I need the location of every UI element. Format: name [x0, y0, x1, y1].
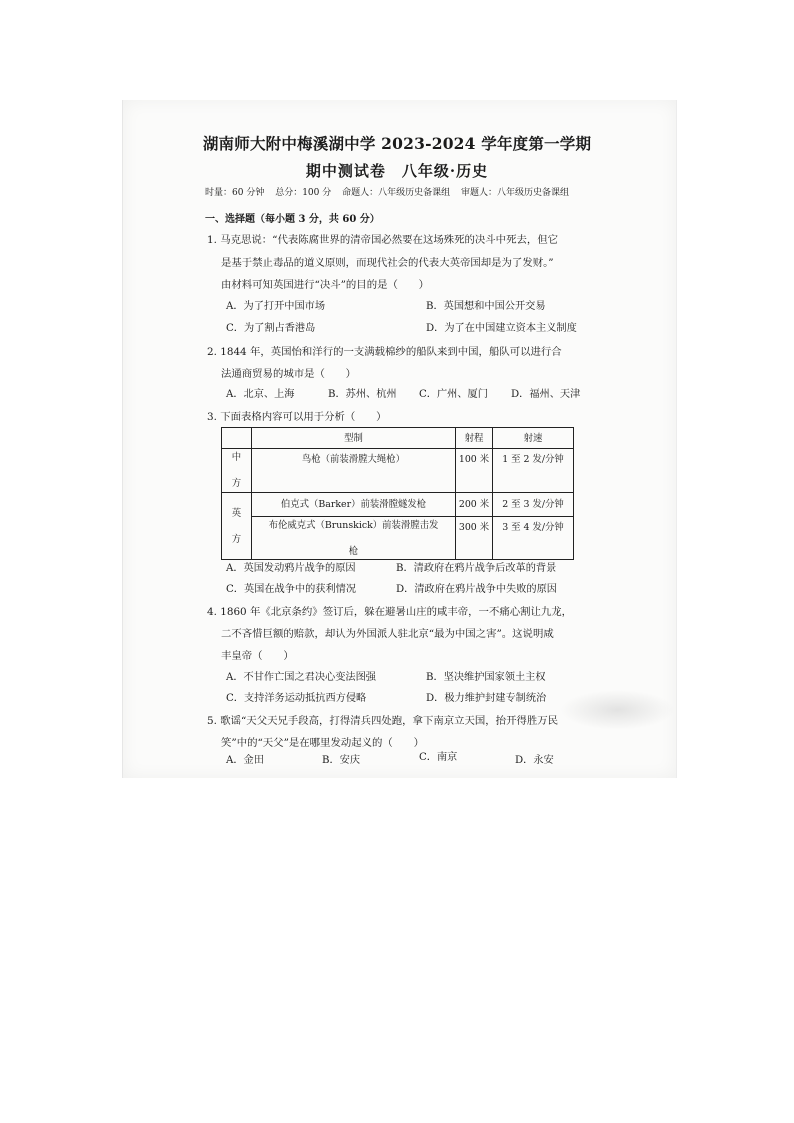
table-cell-type-line-1: 布伦威克式（Brunskick）前装滑膛击发 [268, 519, 439, 531]
table-row [222, 493, 574, 517]
q3-option-a: A．英国发动鸦片战争的原因 [226, 563, 356, 574]
q3-option-d: D．清政府在鸦片战争中失败的原因 [396, 584, 557, 595]
table-cell-type: 伯克式（Barker）前装滑膛燧发枪 [252, 493, 456, 517]
q4-option-a: A．不甘作亡国之君决心变法图强 [226, 672, 376, 683]
q5-option-a: A．金田 [226, 755, 264, 766]
table-side-britain [222, 493, 252, 560]
section-title: 一、选择题（每小题 3 分，共 60 分） [205, 214, 380, 225]
table-cell-rate: 2 至 3 发/分钟 [493, 493, 574, 517]
q5-option-b: B．安庆 [322, 755, 361, 766]
side-char: 方 [231, 533, 242, 545]
table-header-range: 射程 [456, 428, 493, 449]
table-header-rate: 射速 [493, 428, 574, 449]
q4-option-d: D．极力维护封建专制统治 [426, 693, 547, 704]
scan-smudge [560, 690, 675, 730]
table-cell-type: 鸟枪（前装滑膛大绳枪） [252, 449, 456, 493]
table-cell-type [252, 517, 456, 560]
q4-line-3: 丰皇帝（ ） [221, 650, 294, 662]
q2-line-1: 2. 1844 年，英国怡和洋行的一支满载棉纱的船队来到中国，船队可以进行合 [207, 346, 562, 358]
exam-meta [205, 185, 577, 198]
table-header-empty [222, 428, 252, 449]
q3-option-b: B．清政府在鸦片战争后改革的背景 [396, 563, 557, 574]
table-row [222, 517, 574, 560]
table-cell-type-line-2: 枪 [348, 545, 359, 557]
q1-line-3: 由材料可知英国进行“决斗”的目的是（ ） [221, 279, 430, 291]
q2-option-b: B．苏州、杭州 [328, 389, 397, 400]
q2-option-a: A．北京、上海 [226, 389, 295, 400]
q1-option-a: A．为了打开中国市场 [226, 301, 326, 312]
weapons-table [221, 427, 574, 560]
table-cell-range: 300 米 [456, 517, 493, 560]
q2-line-2: 法通商贸易的城市是（ ） [221, 368, 357, 380]
table-header-type: 型制 [252, 428, 456, 449]
q5-option-c: C．南京 [419, 752, 458, 763]
meta-reviewer: 审题人：八年级历史备课组 [461, 188, 570, 198]
exam-subtitle: 期中测试卷 八年级·历史 [305, 162, 489, 180]
table-header-row [222, 428, 574, 449]
q2-option-d: D．福州、天津 [511, 389, 581, 400]
meta-score: 总分：100 分 [275, 188, 332, 198]
table-cell-range: 200 米 [456, 493, 493, 517]
table-side-china [222, 449, 252, 493]
q4-option-c: C．支持洋务运动抵抗西方侵略 [226, 693, 367, 704]
q4-line-2: 二不吝惜巨额的赔款，却认为外国派人驻北京“最为中国之害”。这说明咸 [221, 628, 554, 640]
q3-option-c: C．英国在战争中的获利情况 [226, 584, 357, 595]
table-row [222, 449, 574, 493]
q5-line-2: 笑”中的“天父”是在哪里发动起义的（ ） [221, 737, 424, 749]
q3-line-1: 3. 下面表格内容可以用于分析（ ） [207, 411, 387, 423]
q5-option-d: D．永安 [515, 755, 554, 766]
q4-line-1: 4. 1860 年《北京条约》签订后，躲在避暑山庄的咸丰帝，一不痛心割让九龙， [207, 606, 573, 618]
table-cell-rate: 1 至 2 发/分钟 [493, 449, 574, 493]
q2-option-c: C．广州、厦门 [419, 389, 488, 400]
q5-line-1: 5. 歌谣“天父天兄手段高，打得清兵四处跑，拿下南京立天国，抬开得胜万民 [207, 715, 559, 727]
side-char: 英 [231, 507, 242, 519]
q1-option-d: D．为了在中国建立资本主义制度 [426, 323, 577, 334]
exam-title: 湖南师大附中梅溪湖中学 2023-2024 学年度第一学期 [202, 134, 592, 153]
meta-author: 命题人：八年级历史备课组 [342, 188, 451, 198]
q1-option-b: B．英国想和中国公开交易 [426, 301, 546, 312]
q1-line-1: 1. 马克思说：“代表陈腐世界的清帝国必然要在这场殊死的决斗中死去，但它 [207, 234, 559, 246]
side-char: 方 [231, 478, 242, 489]
table-cell-rate: 3 至 4 发/分钟 [493, 517, 574, 560]
meta-time: 时量：60 分钟 [205, 188, 265, 198]
side-char: 中 [231, 452, 242, 463]
q1-option-c: C．为了割占香港岛 [226, 323, 316, 334]
q1-line-2: 是基于禁止毒品的道义原则，而现代社会的代表大英帝国却是为了发财。” [221, 257, 554, 269]
table-cell-range: 100 米 [456, 449, 493, 493]
q4-option-b: B．坚决维护国家领土主权 [426, 672, 546, 683]
